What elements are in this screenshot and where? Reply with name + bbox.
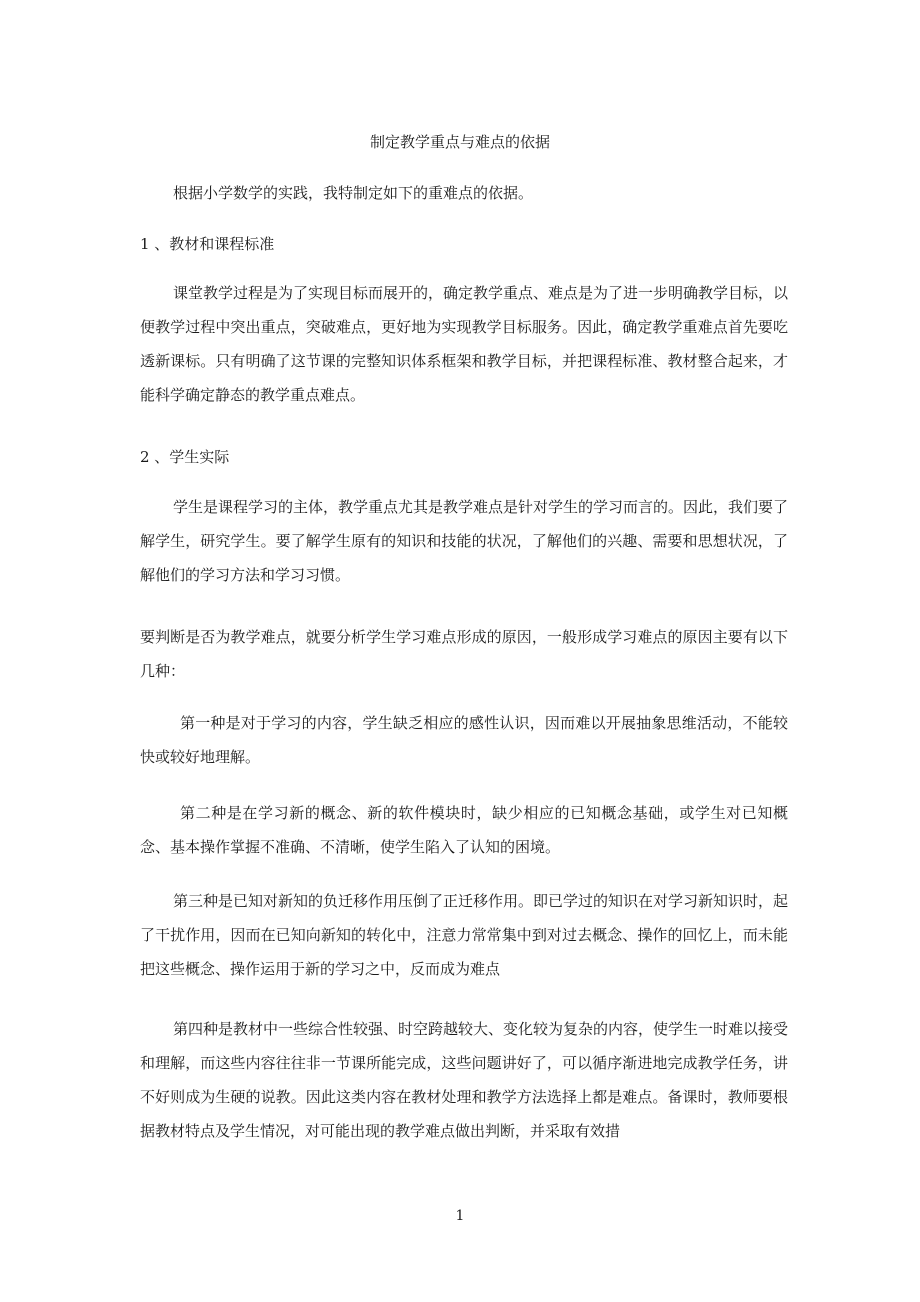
- cause-4-paragraph: 第四种是教材中一些综合性较强、时空跨越较大、变化较为复杂的内容，使学生一时难以接受和理解，而这些内容往往非一节课所能完成，这些问题讲好了，可以循序渐进地完成教学任务，讲不好则成为生硬的说教。因此这类内容在教材处理和教学方法选择上都是难点。备课时，教师要根据教材特点及学生情况，对可能出现的教学难点做出判断，并采取有效措: [140, 1020, 789, 1140]
- cause-1-paragraph: 第一种是对于学习的内容，学生缺乏相应的感性认识，因而难以开展抽象思维活动，不能较快或较好地理解。: [140, 714, 788, 766]
- page-number: 1: [455, 1208, 465, 1224]
- page-title: 制定教学重点与难点的依据: [369, 133, 550, 151]
- section-1-paragraph: 课堂教学过程是为了实现目标而展开的，确定教学重点、难点是为了进一步明确教学目标，以便教学过程中突出重点，突破难点，更好地为实现教学目标服务。因此，确定教学重难点首先要吃透新课标。只有明确了这节课的完整知识体系框架和教学目标，并把课程标准、教材整合起来，才能科学确定静态的教学重点难点。: [140, 284, 789, 404]
- cause-3-paragraph: 第三种是已知对新知的负迁移作用压倒了正迁移作用。即已学过的知识在对学习新知识时，起了干扰作用，因而在已知向新知的转化中，注意力常常集中到对过去概念、操作的回忆上，而未能把这些概念、操作运用于新的学习之中，反而成为难点: [140, 892, 789, 978]
- intro-paragraph: 根据小学数学的实践，我特制定如下的重难点的依据。: [173, 184, 534, 202]
- section-1-heading: 1 、教材和课程标准: [140, 235, 275, 253]
- causes-intro-paragraph: 要判断是否为教学难点，就要分析学生学习难点形成的原因，一般形成学习难点的原因主要有以下几种：: [140, 628, 788, 680]
- cause-2-paragraph: 第二种是在学习新的概念、新的软件模块时，缺少相应的已知概念基础，或学生对已知概念、基本操作掌握不准确、不清晰，使学生陷入了认知的困境。: [140, 804, 788, 856]
- section-2-paragraph: 学生是课程学习的主体，教学重点尤其是教学难点是针对学生的学习而言的。因此，我们要了解学生，研究学生。要了解学生原有的知识和技能的状况，了解他们的兴趣、需要和思想状况，了解他们的学习方法和学习习惯。: [140, 498, 789, 584]
- section-2-heading: 2 、学生实际: [140, 448, 230, 466]
